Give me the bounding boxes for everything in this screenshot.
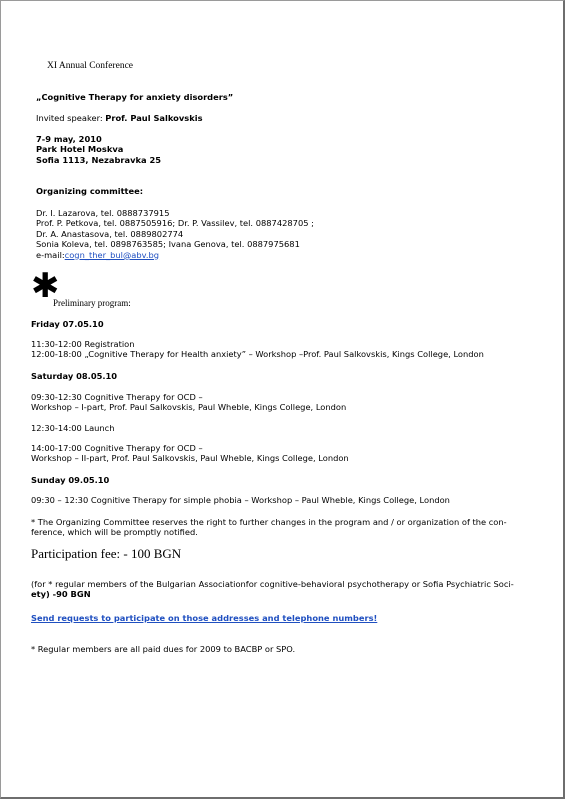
- note-line: (for * regular members of the Bulgarian Associationfor cognitive-behavioral psychotherapy or Sofia Psychiatric Soci-: [31, 579, 514, 589]
- participation-fee: Participation fee: - 100 BGN: [31, 546, 182, 561]
- day-title-friday: Friday 07.05.10: [31, 319, 104, 329]
- email-label: e-mail:: [36, 249, 65, 260]
- schedule-item: 09:30-12:30 Cognitive Therapy for OCD –: [31, 392, 203, 402]
- committee-list: [36, 208, 314, 260]
- note-line: ference, which will be promptly notified.: [31, 527, 198, 538]
- conference-name: XI Annual Conference: [47, 61, 133, 71]
- speaker-label: Invited speaker:: [36, 113, 103, 123]
- schedule-item: Workshop – I-part, Prof. Paul Salkovskis, Paul Wheble, Kings College, London: [31, 402, 347, 413]
- note-line: ety) -90 BGN: [31, 589, 91, 600]
- invited-speaker: [36, 113, 203, 123]
- speaker-name: Prof. Paul Salkovskis: [105, 113, 203, 123]
- event-date: 7-9 may, 2010: [36, 134, 102, 144]
- schedule-item: Workshop – II-part, Prof. Paul Salkovskis, Paul Wheble, Kings College, London: [31, 453, 349, 464]
- reserve-note: [31, 517, 507, 538]
- day-title-saturday: Saturday 08.05.10: [31, 371, 118, 381]
- members-note: * Regular members are all paid dues for 2009 to BACBP or SPO.: [31, 644, 296, 654]
- saturday-schedule-2: [31, 443, 349, 464]
- schedule-item: 14:00-17:00 Cognitive Therapy for OCD –: [31, 443, 203, 453]
- email-line: [36, 250, 314, 260]
- saturday-schedule-1: [31, 392, 346, 413]
- schedule-item: 12:30-14:00 Launch: [31, 423, 115, 433]
- committee-member: Prof. P. Petkova, tel. 0887505916; Dr. P. Vassilev, tel. 0887428705 ;: [36, 218, 314, 229]
- day-title-sunday: Sunday 09.05.10: [31, 475, 110, 485]
- schedule-item: 12:00-18:00 „Cognitive Therapy for Health anxiety” – Workshop –Prof. Paul Salkovskis, Kings College, London: [31, 349, 484, 360]
- send-requests-link[interactable]: Send requests to participate on those addresses and telephone numbers!: [31, 613, 378, 623]
- event-venue: Park Hotel Moskva: [36, 144, 124, 155]
- committee-member: Dr. I. Lazarova, tel. 0888737915: [36, 208, 170, 218]
- event-details: [36, 134, 161, 165]
- email-link[interactable]: cogn_ther_bul@abv.bg: [64, 249, 160, 260]
- committee-member: Sonia Koleva, tel. 0898763585; Ivana Genova, tel. 0887975681: [36, 239, 300, 250]
- fee-note: [31, 579, 514, 600]
- schedule-item: 09:30 – 12:30 Cognitive Therapy for simple phobia – Workshop – Paul Wheble, Kings College, London: [31, 495, 450, 505]
- conference-title: „Cognitive Therapy for anxiety disorders”: [36, 92, 234, 102]
- program-heading: Preliminary program:: [53, 298, 131, 308]
- committee-heading: Organizing committee:: [36, 186, 144, 196]
- friday-schedule: [31, 339, 484, 360]
- schedule-item: 11:30-12:00 Registration: [31, 339, 135, 349]
- committee-member: Dr. A. Anastasova, tel. 0889802774: [36, 228, 184, 239]
- note-line: * The Organizing Committee reserves the right to further changes in the program and / or organization of the con-: [31, 517, 507, 527]
- event-address: Sofia 1113, Nezabravka 25: [36, 154, 162, 165]
- asterisk-symbol: ✱: [31, 266, 60, 306]
